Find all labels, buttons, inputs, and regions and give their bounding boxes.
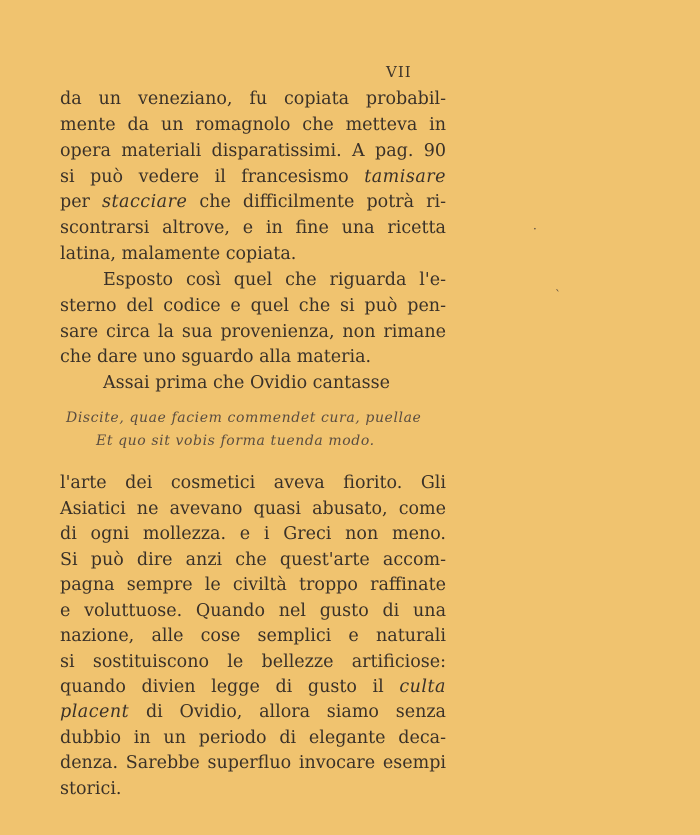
- quote-line: Discite, quae faciem commendet cura, puellae: [66, 410, 422, 426]
- text-segment: per: [60, 192, 103, 212]
- text-line: e voluttuose. Quando nel gusto di una: [60, 601, 446, 621]
- text-line: l'arte dei cosmetici aveva fiorito. Gli: [60, 473, 446, 493]
- text-line: scontrarsi altrove, e in fine una ricetta: [60, 218, 446, 238]
- text-line: sterno del codice e quel che si può pen-: [60, 296, 446, 316]
- text-line: Assai prima che Ovidio cantasse: [103, 373, 390, 393]
- text-line: denza. Sarebbe superfluo invocare esempi: [60, 753, 446, 773]
- text-line: da un veneziano, fu copiata probabil-: [60, 89, 446, 109]
- text-line: Asiatici ne avevano quasi abusato, come: [60, 499, 446, 519]
- emphasis-word: placent: [60, 702, 130, 722]
- text-line: [60, 165, 446, 190]
- emphasis-word: tamisare: [364, 167, 446, 187]
- text-line: che dare uno sguardo alla materia.: [60, 347, 372, 367]
- paper-speck: ˋ: [555, 288, 561, 302]
- text-line: nazione, alle cose semplici e naturali: [60, 626, 446, 646]
- text-line: opera materiali disparatissimi. A pag. 90: [60, 141, 446, 161]
- paper-speck: ·: [533, 222, 537, 236]
- text-line: mente da un romagnolo che metteva in: [60, 115, 446, 135]
- text-line: latina, malamente copiata.: [60, 244, 297, 264]
- text-segment: si può vedere il francesismo: [60, 167, 365, 187]
- text-line: di ogni mollezza. e i Greci non meno.: [60, 524, 446, 544]
- text-line: [60, 675, 446, 700]
- text-line: Si può dire anzi che quest'arte accom-: [60, 550, 446, 570]
- emphasis-word: culta: [399, 677, 446, 697]
- emphasis-word: stacciare: [102, 192, 188, 212]
- text-line: [60, 190, 446, 215]
- text-segment: che difficilmente potrà ri-: [187, 192, 446, 212]
- text-line: pagna sempre le civiltà troppo raffinate: [60, 575, 446, 595]
- text-line: sare circa la sua provenienza, non rimane: [60, 322, 446, 342]
- text-segment: di Ovidio, allora siamo senza: [129, 702, 446, 722]
- page-number: VII: [386, 63, 412, 81]
- quote-line: Et quo sit vobis forma tuenda modo.: [96, 433, 375, 449]
- text-segment: quando divien legge di gusto il: [60, 677, 400, 697]
- text-line: dubbio in un periodo di elegante deca-: [60, 728, 446, 748]
- text-line: Esposto così quel che riguarda l'e-: [103, 270, 446, 290]
- text-line: [60, 700, 446, 725]
- text-line: storici.: [60, 779, 122, 799]
- text-line: si sostituiscono le bellezze artificiose:: [60, 652, 446, 672]
